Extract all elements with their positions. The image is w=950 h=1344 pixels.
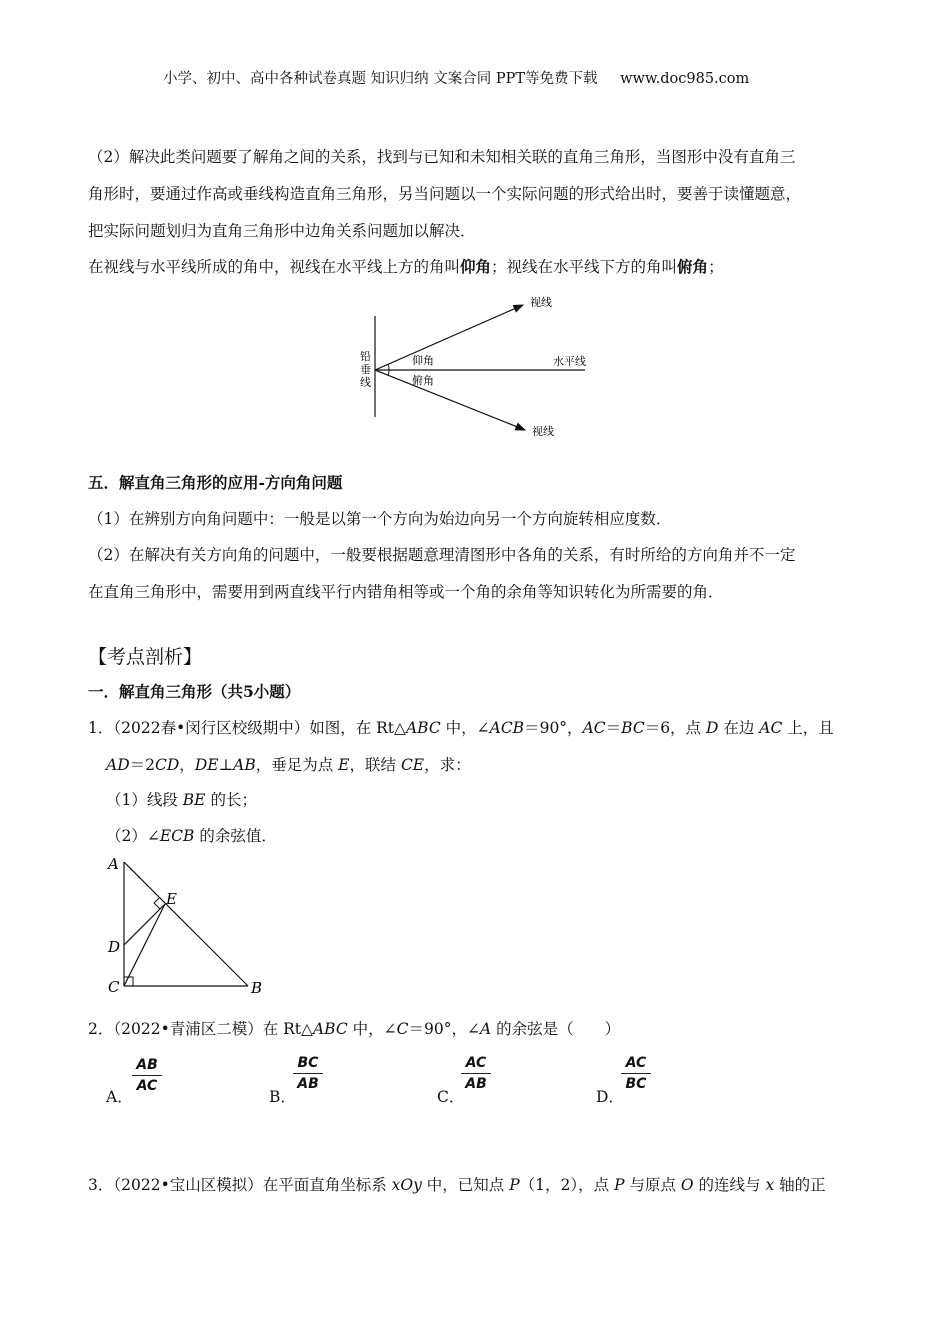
label-depression: 俯角 [412, 374, 434, 387]
analysis-title: 【考点剖析】 [88, 646, 203, 668]
text-span: ； [708, 258, 724, 276]
paragraph-line: （2）在解决有关方向角的问题中，一般要根据题意理清图形中各角的关系，有时所给的方向角并不一定 [88, 546, 796, 564]
text-span: （2022•青浦区二模）在 Rt△ [113, 1020, 313, 1038]
question-3-line-1 [88, 1174, 826, 1196]
var: AC [759, 719, 783, 737]
paragraph-line: （2）解决此类问题要了解角之间的关系，找到与已知和未知相关联的直角三角形，当图形中没有直角三 [88, 148, 796, 166]
text-span: 的余弦值． [194, 827, 277, 845]
denominator: AB [297, 1076, 319, 1092]
var: P [509, 1176, 520, 1194]
numerator: AC [625, 1055, 647, 1071]
option-d-letter: D． [596, 1088, 624, 1106]
header-site: www.doc985.com [620, 71, 750, 87]
sight-line-up [375, 305, 523, 370]
angle-definition [88, 256, 724, 278]
var: ABC [312, 1020, 348, 1038]
segment-de [124, 904, 165, 945]
text-span: 的连线与 [693, 1176, 766, 1194]
text-span: 的余弦是（ ） [491, 1020, 621, 1038]
option-b-fraction [293, 1054, 323, 1093]
question-1-line-1 [88, 717, 834, 739]
question-1-sub-1 [106, 789, 257, 811]
label-a: A [108, 855, 119, 873]
text-span: （2）∠ [106, 827, 160, 845]
fraction-bar [293, 1073, 323, 1074]
var: ABC [405, 719, 441, 737]
text-span: ＝2 [129, 756, 155, 774]
text-span: ，求： [424, 756, 471, 774]
elevation-arc [388, 364, 389, 370]
var: BC [621, 719, 645, 737]
text-span: 中，已知点 [421, 1176, 510, 1194]
label-horizontal: 水平线 [553, 355, 586, 368]
var: ECB [159, 827, 195, 845]
text-span: ＝90°，∠ [408, 1020, 480, 1038]
var: AD [106, 756, 130, 774]
var: AB [233, 756, 256, 774]
paragraph-line: 把实际问题划归为直角三角形中边角关系问题加以解决． [88, 222, 476, 240]
text-span: 中，∠ [347, 1020, 397, 1038]
text-span: （1）线段 [106, 791, 183, 809]
var: DE [194, 756, 219, 774]
var: A [479, 1020, 492, 1038]
text-span: 上，且 [782, 719, 834, 737]
section-title: 五．解直角三角形的应用-方向角问题 [88, 473, 343, 492]
label-e: E [166, 890, 177, 908]
numerator: BC [297, 1055, 319, 1071]
denominator: BC [625, 1076, 647, 1092]
numerator: AB [136, 1057, 158, 1073]
right-angle-e [154, 898, 160, 909]
text-span: 中，∠ [440, 719, 490, 737]
right-angle-c [124, 977, 133, 986]
var: P [614, 1176, 625, 1194]
var: CD [155, 756, 180, 774]
text-span: 的长； [205, 791, 257, 809]
text-span: （2022•宝山区模拟）在平面直角坐标系 [113, 1176, 392, 1194]
var: ACB [489, 719, 525, 737]
text-span: （2022春•闵行区校级期中）如图，在 Rt△ [113, 719, 406, 737]
text-span: （1，2），点 [519, 1176, 615, 1194]
var: xOy [391, 1176, 422, 1194]
text-span: 在边 [718, 719, 760, 737]
term-depression: 俯角 [677, 257, 709, 276]
question-number: 1． [88, 719, 114, 737]
option-b-letter: B． [269, 1088, 296, 1106]
label-elevation: 仰角 [412, 354, 434, 367]
label-vertical-1: 铅 [360, 350, 371, 363]
text-span: 轴的正 [774, 1176, 826, 1194]
label-d: D [108, 938, 121, 956]
label-vertical-2: 垂 [360, 363, 371, 376]
fraction-bar [621, 1073, 651, 1074]
denominator: AC [136, 1078, 158, 1094]
label-sight-top: 视线 [530, 296, 552, 309]
triangle-figure [100, 852, 270, 1000]
label-b: B [251, 979, 263, 997]
text-span: ＝ [605, 719, 622, 737]
elevation-depression-diagram [355, 290, 605, 440]
segment-ce [124, 904, 165, 986]
option-a-letter: A． [106, 1088, 133, 1106]
option-c-fraction [461, 1054, 491, 1093]
sight-line-down [375, 370, 525, 430]
var: C [396, 1020, 409, 1038]
subsection-title: 一．解直角三角形（共5小题） [88, 682, 301, 701]
text-span: ，垂足为点 [255, 756, 339, 774]
header-text: 小学、初中、高中各种试卷真题 知识归纳 文案合同 PPT等免费下载 [163, 71, 598, 87]
var: O [680, 1176, 694, 1194]
paragraph-line: 角形时，要通过作高或垂线构造直角三角形，另当问题以一个实际问题的形式给出时，要善于读懂题意， [88, 185, 802, 203]
question-1-sub-2 [106, 825, 277, 847]
text-span: ， [179, 756, 195, 774]
text-span: 与原点 [624, 1176, 681, 1194]
var: BE [182, 791, 206, 809]
question-number: 2． [88, 1020, 114, 1038]
side-ab [124, 862, 248, 986]
numerator: AC [465, 1055, 487, 1071]
var: E [338, 756, 350, 774]
text-span: ⊥ [218, 756, 234, 774]
page-header [163, 68, 749, 90]
label-vertical-3: 线 [360, 376, 371, 389]
var: x [765, 1176, 775, 1194]
question-1-line-2 [106, 754, 471, 776]
fraction-bar [461, 1073, 491, 1074]
var: CE [400, 756, 425, 774]
option-c-letter: C． [437, 1088, 465, 1106]
label-c: C [108, 978, 120, 996]
paragraph-line: （1）在辨别方向角问题中：一般是以第一个方向为始边向另一个方向旋转相应度数． [88, 510, 672, 528]
fraction-bar [132, 1075, 162, 1076]
text-span: ；视线在水平线下方的角叫 [491, 258, 678, 276]
text-span: 在视线与水平线所成的角中，视线在水平线上方的角叫 [88, 258, 461, 276]
text-span: ＝90°， [524, 719, 583, 737]
question-2-line-1 [88, 1018, 620, 1040]
option-d-fraction [621, 1054, 651, 1093]
denominator: AB [465, 1076, 487, 1092]
paragraph-line: 在直角三角形中，需要用到两直线平行内错角相等或一个角的余角等知识转化为所需要的角． [88, 583, 724, 601]
var: AC [582, 719, 606, 737]
term-elevation: 仰角 [460, 257, 492, 276]
text-span: ＝6，点 [644, 719, 706, 737]
option-a-fraction [132, 1056, 162, 1095]
question-number: 3． [88, 1176, 114, 1194]
var: D [705, 719, 719, 737]
label-sight-bottom: 视线 [532, 425, 554, 438]
text-span: ，联结 [349, 756, 401, 774]
